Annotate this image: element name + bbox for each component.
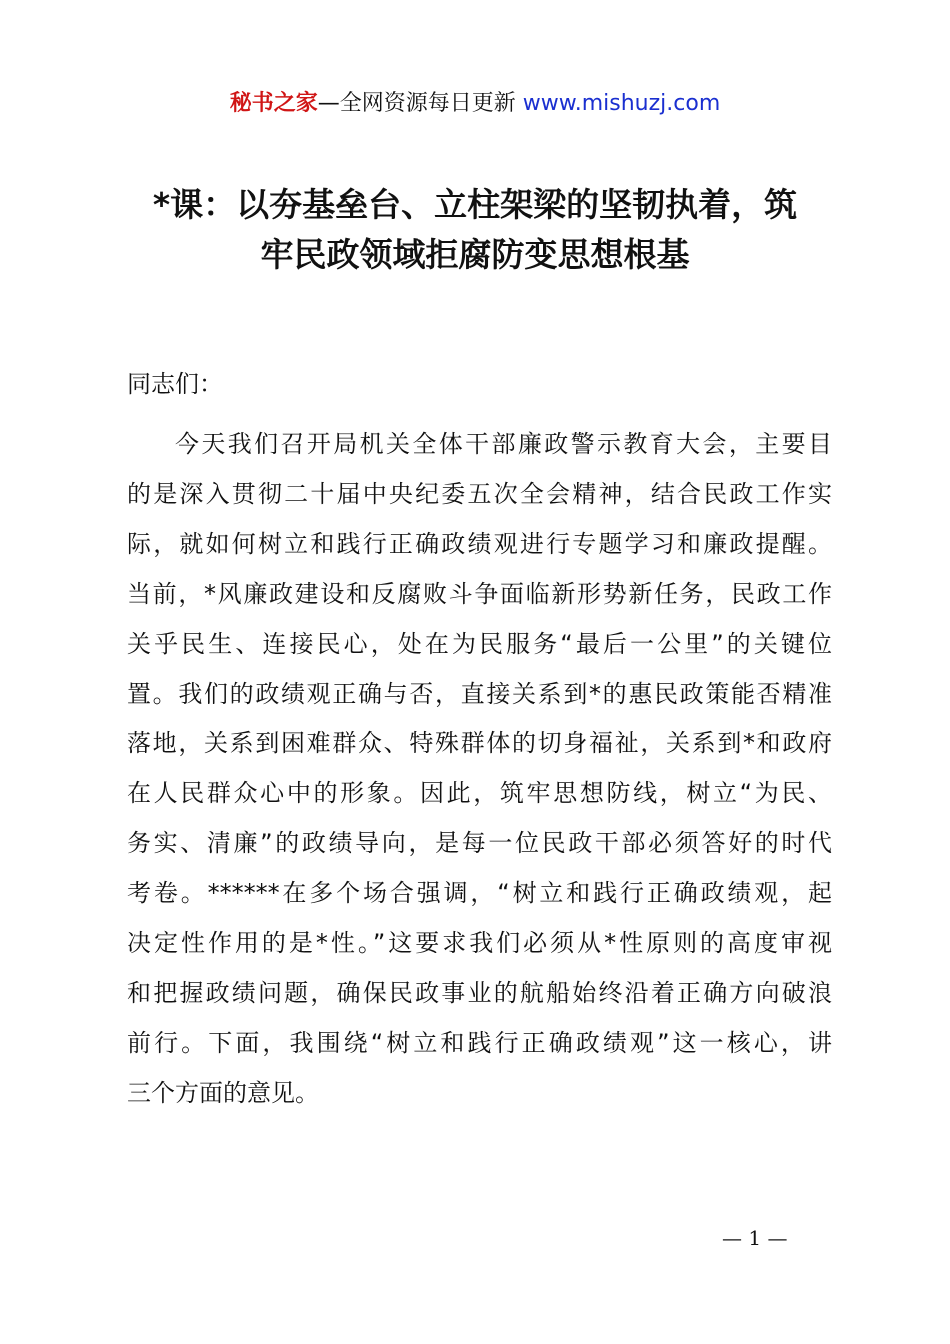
body-paragraph: [127, 420, 832, 1119]
title-line: 牢民政领域拒腐防变思想根基: [260, 235, 690, 274]
body-line: 务实、清廉”的政绩导向，是每一位民政干部必须答好的时代: [127, 829, 832, 858]
body-line: 考卷。******在多个场合强调，“树立和践行正确政绩观，起: [127, 879, 832, 908]
title-line: *课：以夯基垒台、立柱架梁的坚韧执着，筑: [152, 185, 798, 224]
body-line: 落地，关系到困难群众、特殊群体的切身福祉，关系到*和政府: [127, 729, 832, 758]
salutation: 同志们：: [127, 370, 223, 398]
document-title: [60, 180, 890, 280]
page-number: — 1 —: [722, 1226, 788, 1250]
body-line: 前行。下面，我围绕“树立和践行正确政绩观”这一核心，讲: [127, 1028, 832, 1057]
header-brand: 秘书之家: [229, 91, 318, 116]
body-line: 关乎民生、连接民心，处在为民服务“最后一公里”的关键位: [127, 629, 832, 658]
body-line: 际，就如何树立和践行正确政绩观进行专题学习和廉政提醒。: [127, 529, 832, 558]
body-line: 决定性作用的是*性。”这要求我们必须从*性原则的高度审视: [127, 929, 832, 958]
body-line: 三个方面的意见。: [127, 1078, 319, 1107]
body-line: 今天我们召开局机关全体干部廉政警示教育大会，主要目: [175, 430, 832, 458]
body-line: 当前，*风廉政建设和反腐败斗争面临新形势新任务，民政工作: [127, 579, 832, 608]
header-slogan: —全网资源每日更新: [317, 91, 516, 116]
body-line: 和把握政绩问题，确保民政事业的航船始终沿着正确方向破浪: [127, 978, 832, 1007]
body-line: 在人民群众心中的形象。因此，筑牢思想防线，树立“为民、: [127, 779, 832, 808]
site-header: [0, 86, 950, 122]
header-url-link[interactable]: www.mishuzj.com: [522, 91, 721, 116]
body-line: 的是深入贯彻二十届中央纪委五次全会精神，结合民政工作实: [127, 479, 832, 508]
body-line: 置。我们的政绩观正确与否，直接关系到*的惠民政策能否精准: [127, 679, 832, 708]
